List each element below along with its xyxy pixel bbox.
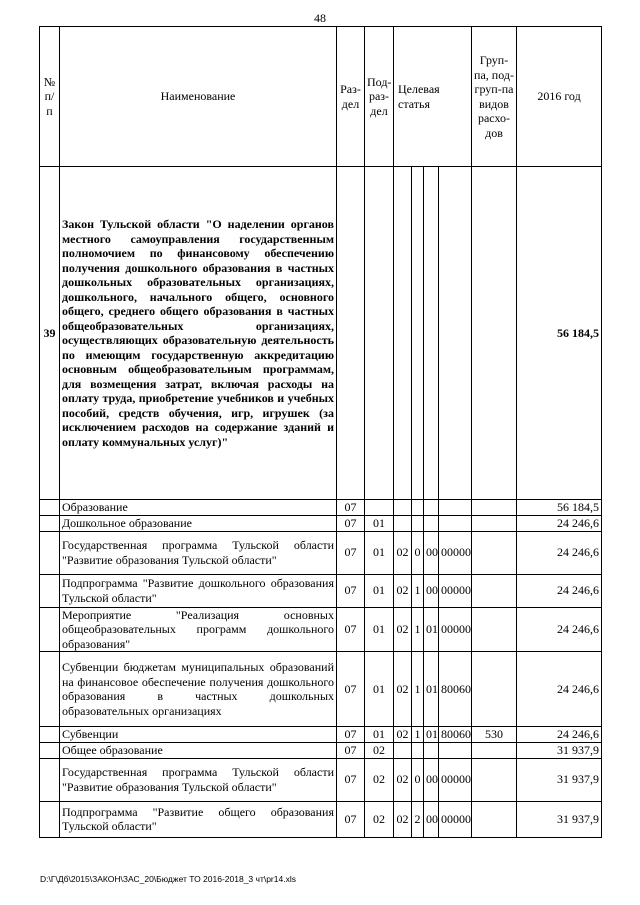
razdel-cell: 07 (337, 743, 365, 759)
header-target: Целевая статья (394, 27, 472, 167)
target-direction-cell (439, 743, 472, 759)
amount-cell: 24 246,6 (517, 531, 602, 574)
target-program-cell: 02 (394, 652, 412, 727)
expense-group-cell (472, 758, 517, 801)
target-subprogram-cell: 0 (412, 758, 424, 801)
target-subprogram-cell (412, 500, 424, 516)
razdel-cell: 07 (337, 516, 365, 532)
razdel-cell: 07 (337, 758, 365, 801)
target-activity-cell (424, 743, 439, 759)
page-number: 48 (314, 11, 326, 25)
row-name: Субвенции (60, 727, 337, 743)
target-direction-cell: 00000 (439, 758, 472, 801)
table-row (40, 167, 602, 500)
podrazdel-cell (365, 500, 394, 516)
amount-cell: 31 937,9 (517, 758, 602, 801)
target-direction-cell: 80060 (439, 727, 472, 743)
target-program-cell: 02 (394, 607, 412, 652)
row-number (40, 758, 60, 801)
target-program-cell (394, 500, 412, 516)
target-activity-cell: 01 (424, 607, 439, 652)
expense-group-cell (472, 500, 517, 516)
target-program-cell: 02 (394, 531, 412, 574)
row-number (40, 500, 60, 516)
expense-group-cell (472, 652, 517, 727)
target-activity-cell: 01 (424, 727, 439, 743)
table-row (40, 607, 602, 652)
target-activity-cell (424, 167, 439, 500)
razdel-cell: 07 (337, 652, 365, 727)
amount-cell: 31 937,9 (517, 801, 602, 837)
table-row (40, 574, 602, 607)
target-subprogram-cell (412, 743, 424, 759)
expense-group-cell (472, 516, 517, 532)
podrazdel-cell: 01 (365, 727, 394, 743)
podrazdel-cell (365, 167, 394, 500)
row-number (40, 727, 60, 743)
podrazdel-cell: 01 (365, 574, 394, 607)
header-num: № п/п (40, 27, 60, 167)
expense-group-cell (472, 167, 517, 500)
target-activity-cell: 00 (424, 574, 439, 607)
row-name: Закон Тульской области "О наделении органов местного самоуправления государственным полномочием по финансовому обеспечению получения дошкольного образования в частных дошкольных образовательных организациях, дошкольного, начального общего, основного общего, среднего общего образования в частных общеобразовательных организациях, осуществляющих образовательную деятельность по имеющим государственную аккредитацию основным общеобразовательным программам, для возмещения затрат, включая расходы на оплату труда, приобретение учебников и учебных пособий, средств обучения, игр, игрушек (за исключением расходов на содержание зданий и оплату коммунальных услуг)" (60, 167, 337, 500)
row-name: Дошкольное образование (60, 516, 337, 532)
row-number: 39 (40, 167, 60, 500)
header-name: Наименование (60, 27, 337, 167)
expense-group-cell (472, 531, 517, 574)
target-program-cell (394, 167, 412, 500)
podrazdel-cell: 01 (365, 516, 394, 532)
podrazdel-cell: 01 (365, 607, 394, 652)
target-activity-cell: 00 (424, 531, 439, 574)
row-name: Общее образование (60, 743, 337, 759)
header-year: 2016 год (517, 27, 602, 167)
target-direction-cell: 00000 (439, 531, 472, 574)
podrazdel-cell: 02 (365, 801, 394, 837)
row-number (40, 743, 60, 759)
expense-group-cell (472, 801, 517, 837)
target-subprogram-cell: 1 (412, 652, 424, 727)
table-row (40, 743, 602, 759)
row-name: Субвенции бюджетам муниципальных образований на финансовое обеспечение получения дошкольного образования в частных дошкольных образовательных организациях (60, 652, 337, 727)
budget-table (39, 26, 602, 838)
razdel-cell: 07 (337, 727, 365, 743)
header-razdel: Раз-дел (337, 27, 365, 167)
table-row (40, 727, 602, 743)
target-program-cell: 02 (394, 727, 412, 743)
target-direction-cell (439, 167, 472, 500)
target-direction-cell: 00000 (439, 801, 472, 837)
table-row (40, 500, 602, 516)
row-number (40, 607, 60, 652)
target-direction-cell (439, 500, 472, 516)
target-direction-cell: 00000 (439, 607, 472, 652)
razdel-cell: 07 (337, 607, 365, 652)
row-number (40, 516, 60, 532)
table-row (40, 801, 602, 837)
row-name: Подпрограмма "Развитие дошкольного образования Тульской области" (60, 574, 337, 607)
amount-cell: 24 246,6 (517, 607, 602, 652)
table-row (40, 516, 602, 532)
amount-cell: 31 937,9 (517, 743, 602, 759)
table-row (40, 531, 602, 574)
row-number (40, 652, 60, 727)
target-activity-cell (424, 500, 439, 516)
target-program-cell (394, 516, 412, 532)
amount-cell: 24 246,6 (517, 652, 602, 727)
podrazdel-cell: 02 (365, 758, 394, 801)
podrazdel-cell: 02 (365, 743, 394, 759)
amount-cell: 24 246,6 (517, 574, 602, 607)
row-number (40, 574, 60, 607)
target-activity-cell: 01 (424, 652, 439, 727)
target-direction-cell: 00000 (439, 574, 472, 607)
header-podrazdel: Под-раз-дел (365, 27, 394, 167)
expense-group-cell (472, 743, 517, 759)
amount-cell: 24 246,6 (517, 727, 602, 743)
target-direction-cell (439, 516, 472, 532)
podrazdel-cell: 01 (365, 652, 394, 727)
row-number (40, 531, 60, 574)
header-row (40, 27, 602, 167)
table-row (40, 652, 602, 727)
target-subprogram-cell (412, 167, 424, 500)
target-subprogram-cell (412, 516, 424, 532)
target-subprogram-cell: 1 (412, 574, 424, 607)
expense-group-cell: 530 (472, 727, 517, 743)
razdel-cell (337, 167, 365, 500)
target-subprogram-cell: 0 (412, 531, 424, 574)
amount-cell: 56 184,5 (517, 500, 602, 516)
target-program-cell: 02 (394, 801, 412, 837)
target-subprogram-cell: 1 (412, 607, 424, 652)
razdel-cell: 07 (337, 531, 365, 574)
file-path-footer: D:\Г\Дб\2015\ЗАКОН\ЗАС_20\Бюджет ТО 2016-2018_3 чт\pr14.xls (40, 874, 296, 884)
row-name: Подпрограмма "Развитие общего образования Тульской области" (60, 801, 337, 837)
razdel-cell: 07 (337, 500, 365, 516)
header-group: Груп-па, под-груп-па видов расхо-дов (472, 27, 517, 167)
podrazdel-cell: 01 (365, 531, 394, 574)
target-direction-cell: 80060 (439, 652, 472, 727)
table-row (40, 758, 602, 801)
target-program-cell (394, 743, 412, 759)
target-activity-cell: 00 (424, 801, 439, 837)
expense-group-cell (472, 574, 517, 607)
row-name: Образование (60, 500, 337, 516)
row-number (40, 801, 60, 837)
row-name: Государственная программа Тульской области "Развитие образования Тульской области" (60, 758, 337, 801)
amount-cell: 56 184,5 (517, 167, 602, 500)
target-activity-cell: 00 (424, 758, 439, 801)
target-activity-cell (424, 516, 439, 532)
target-subprogram-cell: 1 (412, 727, 424, 743)
row-name: Государственная программа Тульской области "Развитие образования Тульской области" (60, 531, 337, 574)
razdel-cell: 07 (337, 574, 365, 607)
target-subprogram-cell: 2 (412, 801, 424, 837)
row-name: Мероприятие "Реализация основных общеобразовательных программ дошкольного образования" (60, 607, 337, 652)
amount-cell: 24 246,6 (517, 516, 602, 532)
expense-group-cell (472, 607, 517, 652)
razdel-cell: 07 (337, 801, 365, 837)
target-program-cell: 02 (394, 574, 412, 607)
target-program-cell: 02 (394, 758, 412, 801)
